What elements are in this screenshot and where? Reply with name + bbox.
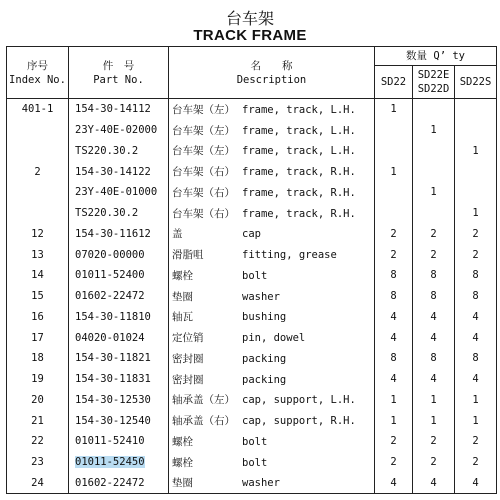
description-cell: [169, 120, 375, 141]
qty-sd22-cell: [375, 265, 413, 286]
qty-sd22e-sd22d-cell-text: 2: [430, 435, 437, 448]
description-cell: [169, 473, 375, 494]
description-cell: [169, 390, 375, 411]
part-number-cell-text: 04020-01024: [75, 331, 145, 344]
qty-sd22s-cell-text: 2: [472, 248, 479, 261]
qty-sd22-cell-text: 4: [390, 373, 397, 386]
qty-sd22s-cell: [455, 410, 497, 431]
index-column-header: [7, 47, 69, 99]
qty-sd22s-cell: [455, 431, 497, 452]
description-cn: 定位销: [172, 332, 204, 345]
qty-sd22s-cell: [455, 224, 497, 245]
index-cell-text: 20: [31, 393, 44, 406]
table-row: [7, 410, 497, 431]
qty-sd22e-sd22d-cell: [413, 286, 455, 307]
qty-sd22e-sd22d-cell-text: 4: [430, 373, 437, 386]
description-en: packing: [242, 373, 287, 386]
qty-sd22e-sd22d-cell-text: 8: [430, 269, 437, 282]
index-cell: [7, 452, 69, 473]
description-cell: [169, 244, 375, 265]
index-cell-text: 14: [31, 269, 44, 282]
part-number-cell: [69, 120, 169, 141]
part-number-cell: [69, 182, 169, 203]
qty-sd22e-sd22d-cell: [413, 161, 455, 182]
qty-sd22s-cell: [455, 348, 497, 369]
description-en: frame, track, R.H.: [242, 186, 356, 199]
qty-sd22e-sd22d-cell-text: 8: [430, 352, 437, 365]
qty-sd22s-cell-text: 8: [472, 269, 479, 282]
part-number-cell: [69, 307, 169, 328]
qty-sd22s-cell-text: 2: [472, 456, 479, 469]
parts-table: [6, 46, 497, 494]
table-row: [7, 244, 497, 265]
qty-sd22e-sd22d-cell-text: 4: [430, 310, 437, 323]
quantity-column-header: 数量 Q’ ty: [375, 47, 497, 66]
qty-sd22s-cell-text: 8: [472, 290, 479, 303]
part-number-cell: [69, 473, 169, 494]
table-header: [7, 47, 497, 99]
description-en: washer: [242, 290, 280, 303]
qty-sd22-cell-text: 8: [390, 269, 397, 282]
index-cell-text: 24: [31, 476, 44, 489]
qty-sd22s-cell-text: 4: [472, 331, 479, 344]
qty-sd22s-cell: [455, 161, 497, 182]
description-cell: [169, 182, 375, 203]
qty-sd22s-cell: [455, 120, 497, 141]
sd22-column-header: SD22: [375, 66, 413, 99]
qty-sd22e-sd22d-cell: [413, 307, 455, 328]
qty-sd22-cell: [375, 203, 413, 224]
description-cell: [169, 203, 375, 224]
sd22e-sd22d-column-header: [413, 66, 455, 99]
qty-sd22s-cell-text: 4: [472, 476, 479, 489]
qty-sd22s-cell: [455, 265, 497, 286]
qty-sd22-cell-text: 1: [390, 414, 397, 427]
qty-sd22-cell: [375, 473, 413, 494]
table-row: [7, 473, 497, 494]
description-en: bolt: [242, 456, 268, 469]
part-number-cell: [69, 452, 169, 473]
sd22d-label: SD22D: [417, 83, 450, 95]
qty-sd22s-cell: [455, 203, 497, 224]
table-row: [7, 203, 497, 224]
description-column-header: [169, 47, 375, 99]
index-cell: [7, 182, 69, 203]
description-en: washer: [242, 477, 280, 490]
qty-sd22-cell-text: 8: [390, 290, 397, 303]
description-cn: 轴承盖（右）: [172, 415, 235, 428]
table-row: [7, 224, 497, 245]
description-cell: [169, 265, 375, 286]
description-cell: [169, 286, 375, 307]
index-cell: [7, 348, 69, 369]
index-cell: [7, 431, 69, 452]
index-cell-text: 19: [31, 373, 44, 386]
sd22s-column-header: SD22S: [455, 66, 497, 99]
description-cell: [169, 431, 375, 452]
part-number-cell-text: 23Y-40E-02000: [75, 124, 158, 137]
index-cell-text: 2: [34, 165, 41, 178]
part-number-cell: [69, 348, 169, 369]
part-header-cn: 件 号: [102, 59, 135, 72]
qty-sd22e-sd22d-cell: [413, 120, 455, 141]
qty-sd22-cell-text: 4: [390, 310, 397, 323]
description-en: frame, track, R.H.: [242, 207, 356, 220]
qty-sd22-cell: [375, 182, 413, 203]
description-en: frame, track, L.H.: [242, 103, 356, 116]
part-number-cell-text: 23Y-40E-01000: [75, 186, 158, 199]
qty-sd22-cell: [375, 307, 413, 328]
qty-sd22-cell: [375, 348, 413, 369]
qty-sd22e-sd22d-cell: [413, 431, 455, 452]
part-number-cell: [69, 244, 169, 265]
table-row: [7, 307, 497, 328]
qty-sd22-cell-text: 1: [390, 393, 397, 406]
qty-sd22e-sd22d-cell: [413, 473, 455, 494]
qty-sd22e-sd22d-cell: [413, 390, 455, 411]
qty-sd22e-sd22d-cell: [413, 452, 455, 473]
description-cell: [169, 369, 375, 390]
qty-sd22s-cell-text: 1: [472, 414, 479, 427]
qty-sd22s-cell: [455, 327, 497, 348]
sd22e-label: SD22E: [417, 69, 450, 81]
qty-sd22e-sd22d-cell: [413, 99, 455, 120]
qty-sd22-cell-text: 1: [390, 103, 397, 116]
description-cn: 螺栓: [172, 269, 193, 282]
description-cn: 台车架（左）: [172, 124, 235, 137]
qty-sd22s-cell: [455, 182, 497, 203]
part-number-cell: [69, 410, 169, 431]
description-cell: [169, 327, 375, 348]
index-cell: [7, 265, 69, 286]
qty-sd22s-cell: [455, 141, 497, 162]
qty-sd22e-sd22d-cell-text: 8: [430, 290, 437, 303]
description-cn: 轴瓦: [172, 311, 193, 324]
table-row: [7, 327, 497, 348]
part-number-cell-text: 01011-52450: [75, 456, 145, 469]
description-cn: 螺栓: [172, 435, 193, 448]
qty-sd22-cell: [375, 452, 413, 473]
part-number-cell-text: 154-30-11810: [75, 310, 151, 323]
qty-sd22s-cell-text: 4: [472, 310, 479, 323]
description-cn: 台车架（右）: [172, 186, 235, 199]
part-number-cell: [69, 265, 169, 286]
description-cell: [169, 348, 375, 369]
table-row: [7, 286, 497, 307]
description-cn: 螺栓: [172, 456, 193, 469]
index-cell: [7, 473, 69, 494]
description-cell: [169, 307, 375, 328]
part-number-cell: [69, 99, 169, 120]
description-cn: 轴承盖（左）: [172, 394, 235, 407]
table-row: [7, 161, 497, 182]
description-cell: [169, 410, 375, 431]
part-header-en: Part No.: [93, 73, 144, 86]
qty-sd22s-cell: [455, 286, 497, 307]
table-row: [7, 348, 497, 369]
qty-sd22-cell: [375, 286, 413, 307]
qty-sd22s-cell-text: 8: [472, 352, 479, 365]
qty-sd22-cell: [375, 431, 413, 452]
qty-sd22s-cell: [455, 473, 497, 494]
qty-sd22e-sd22d-cell: [413, 348, 455, 369]
index-cell: [7, 120, 69, 141]
description-en: fitting, grease: [242, 249, 337, 262]
qty-sd22s-cell-text: 1: [472, 144, 479, 157]
index-cell-text: 16: [31, 310, 44, 323]
index-cell-text: 23: [31, 456, 44, 469]
table-row: [7, 265, 497, 286]
table-row: [7, 141, 497, 162]
qty-sd22s-cell: [455, 390, 497, 411]
index-cell: [7, 203, 69, 224]
part-number-cell-text: 01602-22472: [75, 290, 145, 303]
qty-sd22-cell-text: 4: [390, 476, 397, 489]
description-cell: [169, 161, 375, 182]
index-cell-text: 13: [31, 248, 44, 261]
description-en: frame, track, R.H.: [242, 166, 356, 179]
part-number-cell: [69, 224, 169, 245]
qty-sd22-cell: [375, 141, 413, 162]
index-cell: [7, 161, 69, 182]
description-cn: 密封圈: [172, 373, 204, 386]
qty-sd22e-sd22d-cell-text: 4: [430, 331, 437, 344]
description-en: pin, dowel: [242, 332, 306, 345]
part-number-cell-text: 154-30-11831: [75, 373, 151, 386]
part-number-cell-text: 154-30-11821: [75, 352, 151, 365]
qty-sd22-cell-text: 2: [390, 248, 397, 261]
part-number-cell-text: 154-30-11612: [75, 227, 151, 240]
qty-sd22s-cell: [455, 307, 497, 328]
index-cell-text: 21: [31, 414, 44, 427]
description-cell: [169, 99, 375, 120]
table-row: [7, 452, 497, 473]
index-cell-text: 18: [31, 352, 44, 365]
qty-sd22-cell-text: 1: [390, 165, 397, 178]
part-number-cell-text: 01011-52410: [75, 435, 145, 448]
part-number-cell-text: TS220.30.2: [75, 207, 139, 220]
qty-sd22-cell: [375, 244, 413, 265]
qty-sd22e-sd22d-cell: [413, 224, 455, 245]
qty-sd22e-sd22d-cell-text: 2: [430, 248, 437, 261]
part-number-cell: [69, 327, 169, 348]
description-cn: 垫圈: [172, 290, 193, 303]
description-cn: 台车架（左）: [172, 103, 235, 116]
table-row: [7, 431, 497, 452]
index-cell-text: 15: [31, 290, 44, 303]
qty-sd22s-cell-text: 4: [472, 373, 479, 386]
qty-sd22s-cell: [455, 369, 497, 390]
qty-sd22e-sd22d-cell: [413, 410, 455, 431]
description-cell: [169, 452, 375, 473]
qty-sd22s-cell: [455, 244, 497, 265]
index-cell: [7, 99, 69, 120]
qty-sd22-cell: [375, 390, 413, 411]
page-title-english: TRACK FRAME: [193, 27, 307, 44]
index-cell-text: 12: [31, 227, 44, 240]
description-en: packing: [242, 352, 287, 365]
qty-sd22-cell: [375, 120, 413, 141]
part-number-cell-text: 154-30-12530: [75, 393, 151, 406]
table-row: [7, 99, 497, 120]
qty-sd22e-sd22d-cell-text: 1: [430, 414, 437, 427]
description-en: bushing: [242, 311, 287, 324]
qty-sd22-cell: [375, 161, 413, 182]
qty-sd22-cell-text: 4: [390, 331, 397, 344]
description-cn: 台车架（右）: [172, 166, 235, 179]
description-cn: 盖: [172, 228, 183, 241]
index-cell-text: 22: [31, 435, 44, 448]
qty-sd22s-cell-text: 2: [472, 435, 479, 448]
part-number-cell-text: 154-30-12540: [75, 414, 151, 427]
part-column-header: [69, 47, 169, 99]
qty-sd22s-cell: [455, 99, 497, 120]
description-cell: [169, 224, 375, 245]
qty-sd22-cell: [375, 369, 413, 390]
table-row: [7, 369, 497, 390]
description-cn: 滑脂咀: [172, 249, 204, 262]
qty-sd22e-sd22d-cell: [413, 141, 455, 162]
table-body: [7, 99, 497, 494]
index-cell: [7, 286, 69, 307]
qty-sd22e-sd22d-cell-text: 1: [430, 393, 437, 406]
desc-header-en: Description: [236, 73, 307, 86]
index-cell: [7, 244, 69, 265]
description-en: frame, track, L.H.: [242, 145, 356, 158]
index-cell-text: 401-1: [21, 103, 54, 116]
desc-header-cn: 名 称: [250, 59, 293, 72]
index-cell: [7, 141, 69, 162]
qty-sd22-cell-text: 2: [390, 456, 397, 469]
qty-sd22-cell-text: 2: [390, 435, 397, 448]
index-cell: [7, 369, 69, 390]
index-cell: [7, 224, 69, 245]
qty-sd22-cell-text: 8: [390, 352, 397, 365]
qty-sd22-cell: [375, 99, 413, 120]
qty-sd22s-cell-text: 1: [472, 393, 479, 406]
index-cell: [7, 390, 69, 411]
description-cn: 台车架（左）: [172, 145, 235, 158]
part-number-cell: [69, 203, 169, 224]
part-number-cell-text: 07020-00000: [75, 248, 145, 261]
description-en: frame, track, L.H.: [242, 124, 356, 137]
index-header-cn: 序号: [27, 59, 48, 72]
qty-sd22e-sd22d-cell: [413, 369, 455, 390]
part-number-cell-text: 154-30-14122: [75, 165, 151, 178]
index-cell: [7, 410, 69, 431]
qty-sd22e-sd22d-cell: [413, 327, 455, 348]
description-en: cap, support, R.H.: [242, 415, 356, 428]
index-cell: [7, 327, 69, 348]
part-number-cell: [69, 141, 169, 162]
page-title-chinese: 台车架: [225, 9, 274, 28]
qty-sd22-cell-text: 2: [390, 227, 397, 240]
qty-sd22e-sd22d-cell-text: 1: [430, 124, 437, 137]
index-cell-text: 17: [31, 331, 44, 344]
table-row: [7, 390, 497, 411]
table-row: [7, 120, 497, 141]
qty-sd22s-cell-text: 1: [472, 207, 479, 220]
part-number-cell-text: 01011-52400: [75, 269, 145, 282]
part-number-cell-text: 154-30-14112: [75, 103, 151, 116]
qty-sd22s-cell: [455, 452, 497, 473]
qty-sd22e-sd22d-cell-text: 2: [430, 227, 437, 240]
qty-sd22-cell: [375, 224, 413, 245]
qty-sd22-cell: [375, 327, 413, 348]
description-cn: 密封圈: [172, 352, 204, 365]
part-number-cell: [69, 390, 169, 411]
index-cell: [7, 307, 69, 328]
qty-sd22e-sd22d-cell: [413, 244, 455, 265]
description-cn: 垫圈: [172, 477, 193, 490]
qty-sd22s-cell-text: 2: [472, 227, 479, 240]
part-number-cell: [69, 286, 169, 307]
description-cell: [169, 141, 375, 162]
part-number-cell: [69, 161, 169, 182]
description-en: cap: [242, 228, 261, 241]
part-number-cell: [69, 431, 169, 452]
qty-sd22-cell: [375, 410, 413, 431]
qty-sd22e-sd22d-cell: [413, 265, 455, 286]
qty-sd22e-sd22d-cell-text: 2: [430, 456, 437, 469]
qty-sd22e-sd22d-cell-text: 1: [430, 186, 437, 199]
qty-sd22e-sd22d-cell-text: 4: [430, 476, 437, 489]
description-en: bolt: [242, 435, 268, 448]
table-row: [7, 182, 497, 203]
part-number-cell: [69, 369, 169, 390]
part-number-cell-text: 01602-22472: [75, 476, 145, 489]
description-cn: 台车架（右）: [172, 207, 235, 220]
part-number-cell-text: TS220.30.2: [75, 144, 139, 157]
description-en: cap, support, L.H.: [242, 394, 356, 407]
index-header-en: Index No.: [9, 73, 66, 86]
qty-sd22e-sd22d-cell: [413, 182, 455, 203]
description-en: bolt: [242, 269, 268, 282]
qty-sd22e-sd22d-cell: [413, 203, 455, 224]
